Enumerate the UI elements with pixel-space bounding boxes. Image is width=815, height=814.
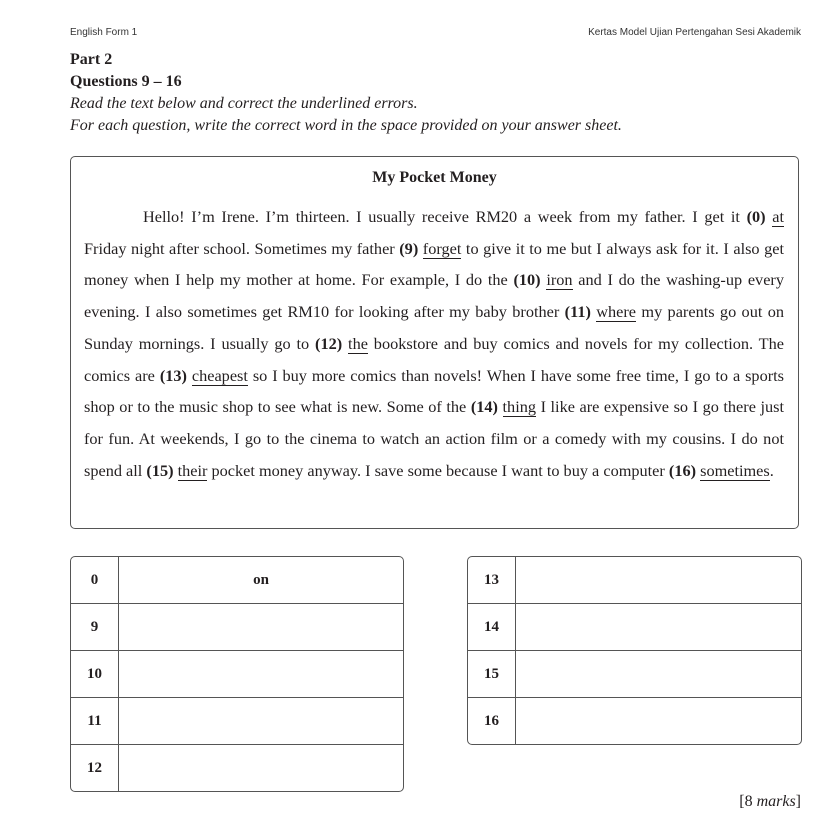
marks-label (739, 793, 801, 811)
answer-row (468, 557, 801, 603)
question-number: (10) (513, 270, 541, 290)
answer-row (468, 697, 801, 744)
answer-number: 11 (71, 698, 119, 744)
answer-field[interactable] (119, 604, 403, 650)
answer-row (71, 744, 403, 791)
underlined-error: iron (546, 270, 573, 290)
answer-number: 10 (71, 651, 119, 697)
underlined-error: at (772, 207, 784, 226)
answer-field[interactable] (119, 698, 403, 744)
answer-field[interactable] (119, 651, 403, 697)
part-heading: Part 2 (70, 51, 113, 68)
question-number: (12) (315, 333, 343, 353)
passage-segment: to give it to me but I always ask for it. I also get money when I help my mother at home. For example, I do the (84, 238, 784, 290)
passage-segment: pocket money anyway. I save some because I want to buy a computer (207, 460, 669, 480)
passage-box (70, 156, 799, 529)
answer-number: 12 (71, 745, 119, 791)
underlined-error: cheapest (191, 365, 248, 385)
passage-text (84, 201, 784, 486)
answer-field[interactable] (516, 651, 801, 697)
question-number: (14) (470, 397, 498, 417)
answer-row (71, 603, 403, 650)
underlined-error: the (348, 333, 368, 353)
underlined-error: thing (502, 397, 537, 417)
passage-segment: Hello! I’m Irene. I’m thirteen. I usually receive RM20 a week from my father. I get it (143, 207, 747, 226)
answer-table-right (467, 556, 802, 745)
passage-segment: . (769, 460, 774, 480)
passage-title: My Pocket Money (372, 169, 497, 186)
underlined-error: forget (422, 238, 462, 258)
questions-heading: Questions 9 – 16 (70, 73, 182, 90)
answer-number: 15 (468, 651, 516, 697)
answer-field[interactable] (516, 698, 801, 744)
header-subject: English Form 1 (70, 27, 138, 38)
section-intro (70, 49, 622, 137)
question-number: (16) (668, 460, 697, 480)
answer-row (71, 697, 403, 744)
question-number: (9) (399, 238, 419, 258)
instruction-2: For each question, write the correct word in the space provided on your answer sheet. (70, 117, 622, 134)
passage-segment: and I do the washing-up every evening. I also sometimes get RM10 for looking after my baby brother (84, 270, 784, 322)
header-paper-title: Kertas Model Ujian Pertengahan Sesi Akademik (588, 27, 801, 38)
underlined-error: sometimes (700, 460, 770, 480)
answer-field[interactable] (119, 745, 403, 791)
answer-field[interactable] (516, 557, 801, 603)
question-number: (0) (746, 207, 766, 226)
answer-table-left (70, 556, 404, 792)
answer-number: 9 (71, 604, 119, 650)
passage-segment: Friday night after school. Sometimes my father (84, 238, 400, 258)
passage-segment: so I buy more comics than novels! When I have some free time, I go to a sports shop or to the music shop to see what is new. Some of the (84, 365, 784, 417)
instruction-1: Read the text below and correct the underlined errors. (70, 95, 418, 112)
marks-word: marks (756, 793, 796, 810)
answer-field[interactable]: on (253, 571, 269, 588)
answer-row (71, 557, 403, 603)
answer-row (468, 650, 801, 697)
underlined-error: their (177, 460, 208, 480)
question-number: (11) (564, 302, 591, 322)
question-number: (15) (146, 460, 174, 480)
answer-number: 0 (71, 557, 119, 603)
marks-open: [8 (739, 793, 757, 810)
answer-number: 13 (468, 557, 516, 603)
answer-number: 14 (468, 604, 516, 650)
answer-row (468, 603, 801, 650)
question-number: (13) (159, 365, 187, 385)
answer-row (71, 650, 403, 697)
passage-segment: my parents go out on Sunday mornings. I usually go to (84, 302, 784, 353)
answer-field[interactable] (516, 604, 801, 650)
passage-segment: I like are expensive so I go there just for fun. At weekends, I go to the cinema to watch an action film or a comedy with my cousins. I do not spend all (84, 397, 785, 480)
passage-segment: bookstore and buy comics and novels for my collection. The comics are (84, 333, 784, 385)
answer-number: 16 (468, 698, 516, 744)
underlined-error: where (596, 302, 637, 322)
marks-close: ] (795, 793, 801, 810)
